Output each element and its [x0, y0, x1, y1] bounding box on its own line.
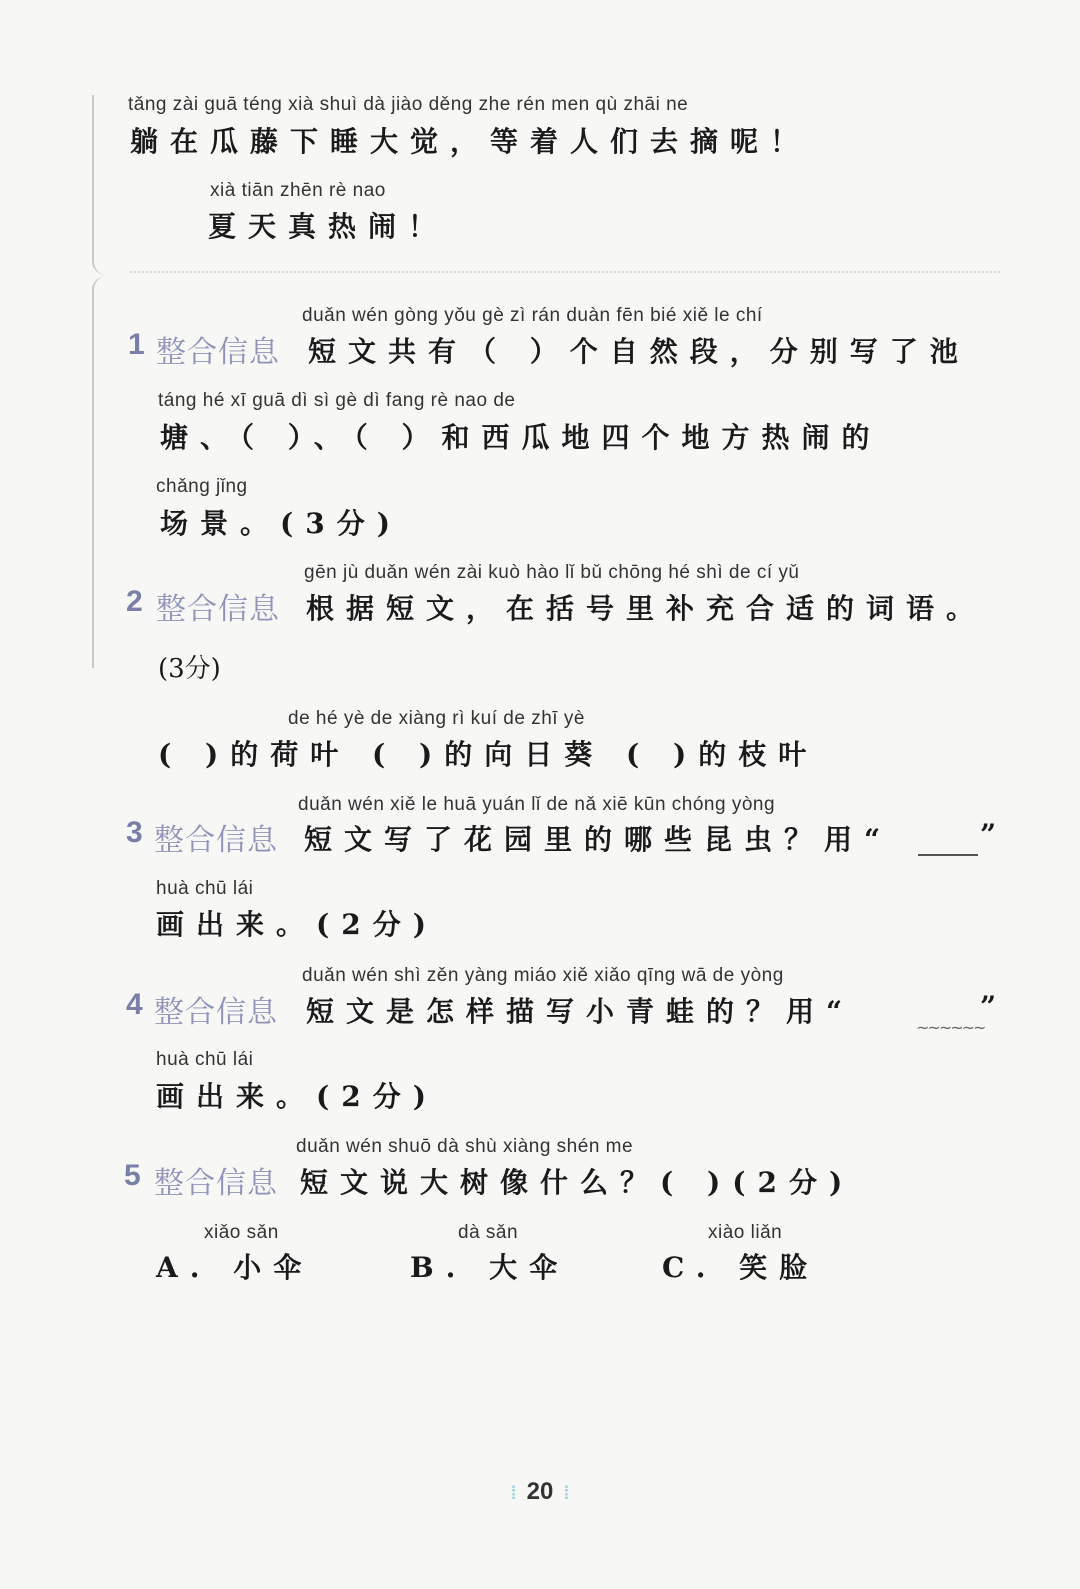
q5-number: 5 — [124, 1159, 141, 1192]
page-number-right-ornament: ⁞ — [563, 1483, 570, 1503]
passage-bracket — [92, 95, 108, 275]
page-number: 20 — [526, 1478, 554, 1505]
q5-option-b[interactable]: B. 大伞 — [410, 1251, 570, 1284]
q4-tag: 整合信息 — [154, 995, 278, 1030]
q2-pinyin-1: gēn jù duǎn wén zài kuò hào lǐ bǔ chōng hé shì de cí yǔ — [304, 562, 800, 583]
q3-number: 3 — [126, 816, 143, 849]
q1-text-3: 场景。(3分) — [160, 507, 402, 540]
q2-text-1: 根据短文，在括号里补充合适的词语。 — [306, 592, 987, 625]
q1-text-2: 塘、（ ）、（ ）和西瓜地四个地方热闹的 — [160, 421, 882, 454]
q3-pinyin-2: huà chū lái — [156, 878, 254, 899]
q1-pinyin-3: chǎng jǐng — [156, 476, 248, 497]
q2-text-3: ( )的荷叶 ( )的向日葵 ( )的枝叶 — [158, 738, 819, 771]
q2-number: 2 — [126, 585, 143, 618]
q2-text-2: (3分) — [158, 654, 221, 684]
q4-text-2: 画出来。(2分) — [156, 1080, 438, 1113]
q4-pinyin-1: duǎn wén shì zěn yàng miáo xiě xiǎo qīng wā de yòng — [302, 965, 784, 986]
page-number-area — [0, 1478, 1080, 1506]
q2-tag: 整合信息 — [156, 592, 280, 627]
intro-line1-pinyin: tǎng zài guā téng xià shuì dà jiào děng zhe rén men qù zhāi ne — [128, 94, 689, 115]
q3-answer-underline[interactable] — [918, 854, 978, 856]
q1-pinyin-2: táng hé xī guā dì sì gè dì fang rè nao de — [158, 390, 516, 411]
q3-close-quote: ” — [980, 818, 1009, 851]
q4-wavy-line[interactable]: ~~~~~~ — [916, 1018, 985, 1037]
q1-number: 1 — [128, 328, 145, 361]
q1-pinyin-1: duǎn wén gòng yǒu gè zì rán duàn fēn bié xiě le chí — [302, 305, 763, 326]
divider — [130, 271, 1000, 273]
q5-option-a[interactable]: A. 小伞 — [156, 1251, 314, 1284]
questions-bracket — [92, 276, 108, 668]
q5-text-1: 短文说大树像什么？( )(2分) — [300, 1166, 855, 1199]
q5-option-c-pinyin: xiào liǎn — [708, 1222, 783, 1243]
q3-pinyin-1: duǎn wén xiě le huā yuán lǐ de nǎ xiē kūn chóng yòng — [298, 794, 776, 815]
q4-text-1: 短文是怎样描写小青蛙的？用“ — [306, 995, 855, 1028]
q5-option-a-pinyin: xiǎo sǎn — [204, 1222, 279, 1243]
q5-pinyin-1: duǎn wén shuō dà shù xiàng shén me — [296, 1136, 634, 1157]
q3-text-1: 短文写了花园里的哪些昆虫？用“ — [304, 823, 893, 856]
intro-line2-pinyin: xià tiān zhēn rè nao — [210, 180, 386, 201]
q3-text-2: 画出来。(2分) — [156, 908, 438, 941]
page-number-left-ornament: ⁞ — [510, 1483, 517, 1503]
q4-close-quote: ” — [980, 990, 1009, 1023]
intro-line1-text: 躺在瓜藤下睡大觉，等着人们去摘呢！ — [130, 125, 811, 158]
q3-tag: 整合信息 — [154, 823, 278, 858]
intro-line2-text: 夏天真热闹！ — [208, 210, 449, 243]
q2-pinyin-3: de hé yè de xiàng rì kuí de zhī yè — [288, 708, 585, 729]
q1-tag: 整合信息 — [156, 335, 280, 370]
q5-tag: 整合信息 — [154, 1166, 278, 1201]
q5-option-c[interactable]: C. 笑脸 — [662, 1251, 820, 1284]
q4-number: 4 — [126, 988, 143, 1021]
q5-option-b-pinyin: dà sǎn — [458, 1222, 519, 1243]
q4-pinyin-2: huà chū lái — [156, 1049, 254, 1070]
q1-text-1: 短文共有（ ）个自然段，分别写了池 — [308, 335, 970, 368]
